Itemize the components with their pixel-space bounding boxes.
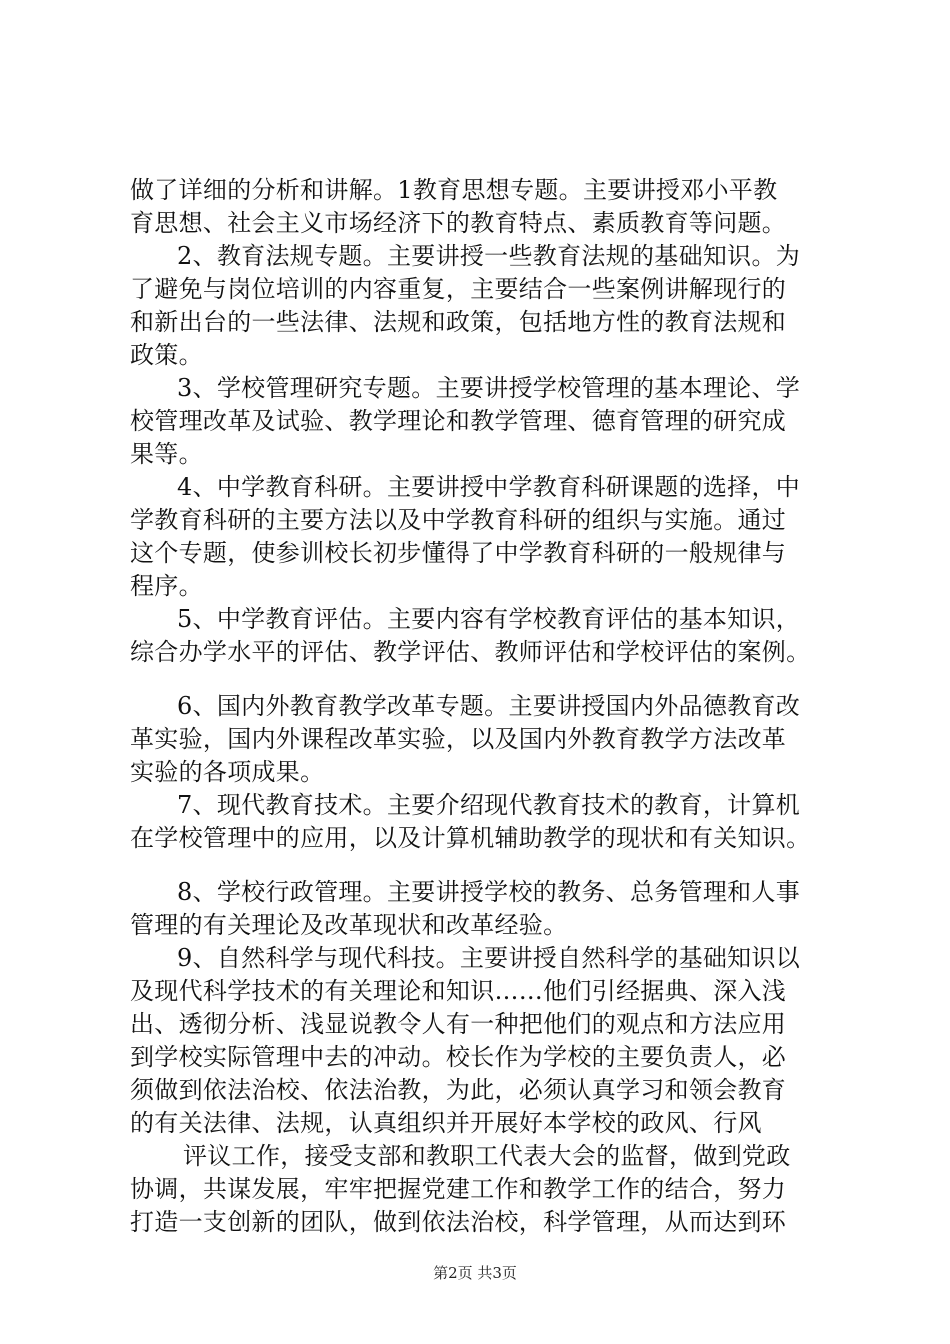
text-line: 3、学校管理研究专题。主要讲授学校管理的基本理论、学 xyxy=(177,374,801,402)
text-line: 打造一支创新的团队，做到依法治校，科学管理，从而达到环 xyxy=(130,1208,787,1236)
text-line: 革实验，国内外课程改革实验，以及国内外教育教学方法改革 xyxy=(130,725,787,753)
page-number-footer: 第2页 共3页 xyxy=(433,1264,517,1282)
text-line: 管理的有关理论及改革现状和改革经验。 xyxy=(130,911,568,939)
text-line: 及现代科学技术的有关理论和知识……他们引经据典、深入浅 xyxy=(130,977,787,1005)
text-line: 果等。 xyxy=(130,440,203,468)
text-line: 做了详细的分析和讲解。1教育思想专题。主要讲授邓小平教 xyxy=(130,176,778,204)
text-line: 须做到依法治校、依法治教，为此，必须认真学习和领会教育 xyxy=(130,1076,787,1104)
text-line: 到学校实际管理中去的冲动。校长作为学校的主要负责人，必 xyxy=(130,1043,787,1071)
text-line: 校管理改革及试验、教学理论和教学管理、德育管理的研究成 xyxy=(130,407,787,435)
text-line: 了避免与岗位培训的内容重复，主要结合一些案例讲解现行的 xyxy=(130,275,787,303)
text-line: 学教育科研的主要方法以及中学教育科研的组织与实施。通过 xyxy=(130,506,787,534)
text-line: 这个专题，使参训校长初步懂得了中学教育科研的一般规律与 xyxy=(130,539,787,567)
text-line: 6、国内外教育教学改革专题。主要讲授国内外品德教育改 xyxy=(177,692,801,720)
text-line: 评议工作，接受支部和教职工代表大会的监督，做到党政 xyxy=(183,1142,791,1170)
text-line: 政策。 xyxy=(130,341,203,369)
text-line: 和新出台的一些法律、法规和政策，包括地方性的教育法规和 xyxy=(130,308,787,336)
text-line: 7、现代教育技术。主要介绍现代教育技术的教育，计算机 xyxy=(177,791,801,819)
text-line: 协调，共谋发展，牢牢把握党建工作和教学工作的结合，努力 xyxy=(130,1175,787,1203)
text-line: 综合办学水平的评估、教学评估、教师评估和学校评估的案例。 xyxy=(130,638,811,666)
text-line: 9、自然科学与现代科技。主要讲授自然科学的基础知识以 xyxy=(177,944,801,972)
text-line: 育思想、社会主义市场经济下的教育特点、素质教育等问题。 xyxy=(130,209,787,237)
text-line: 8、学校行政管理。主要讲授学校的教务、总务管理和人事 xyxy=(177,878,801,906)
text-line: 程序。 xyxy=(130,572,203,600)
text-line: 2、教育法规专题。主要讲授一些教育法规的基础知识。为 xyxy=(177,242,801,270)
text-line: 的有关法律、法规，认真组织并开展好本学校的政风、行风 xyxy=(130,1109,762,1137)
text-line: 在学校管理中的应用，以及计算机辅助教学的现状和有关知识。 xyxy=(130,824,811,852)
text-line: 实验的各项成果。 xyxy=(130,758,325,786)
text-line: 4、中学教育科研。主要讲授中学教育科研课题的选择，中 xyxy=(177,473,801,501)
text-line: 出、透彻分析、浅显说教令人有一种把他们的观点和方法应用 xyxy=(130,1010,787,1038)
text-line: 5、中学教育评估。主要内容有学校教育评估的基本知识， xyxy=(177,605,801,633)
